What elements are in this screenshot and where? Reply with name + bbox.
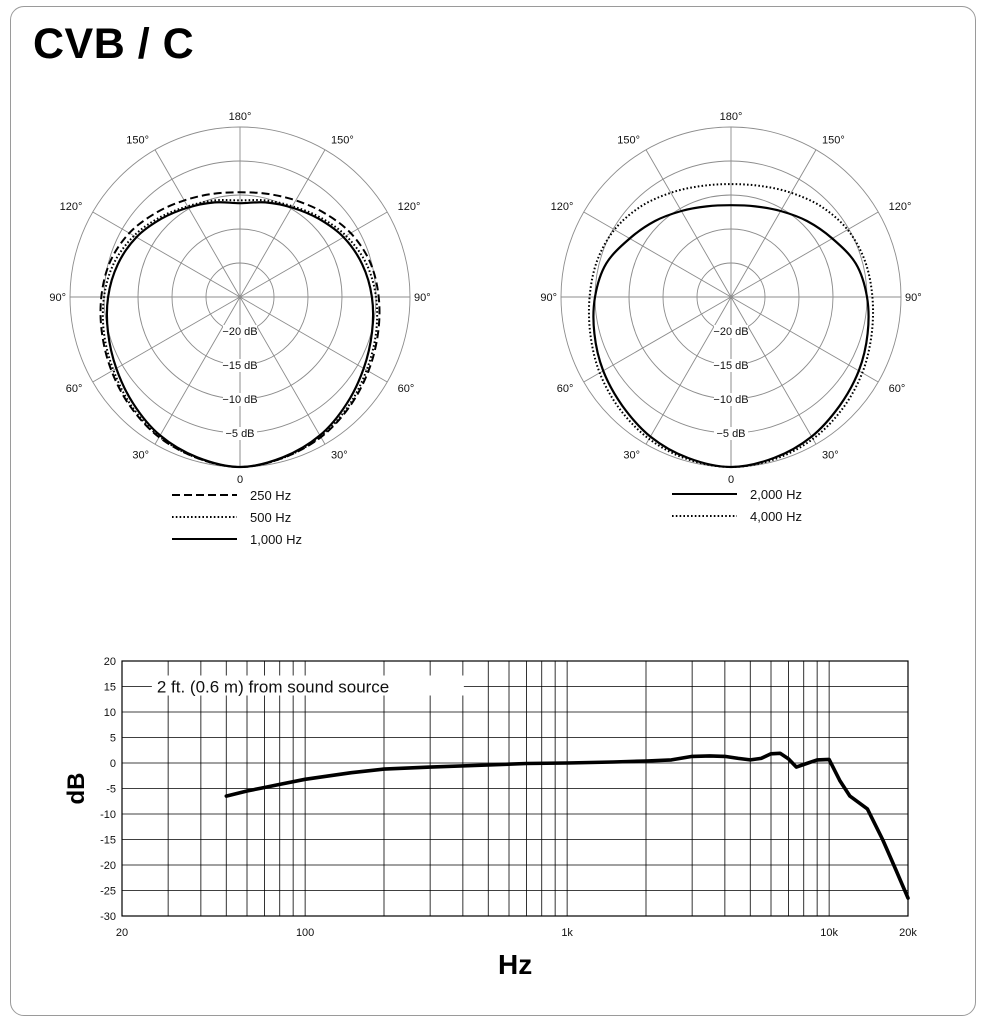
polar-spoke	[731, 150, 816, 297]
y-tick-label: -15	[100, 834, 116, 847]
polar-angle-label: 30°	[132, 449, 149, 462]
polar-angle-label: 30°	[331, 449, 348, 462]
polar-angle-label: 180°	[719, 111, 743, 123]
polar-ring-label: −20 dB	[713, 326, 749, 338]
polar-ring-label: −20 dB	[222, 326, 258, 338]
polar-angle-label: 150°	[617, 134, 640, 147]
polar-spoke	[646, 150, 731, 297]
x-tick-label: 10k	[820, 927, 839, 939]
y-tick-label: 5	[109, 732, 116, 745]
polar-spoke	[731, 297, 878, 382]
legend-label: 250 Hz	[250, 488, 292, 503]
polar-angle-label: 90°	[414, 292, 431, 304]
x-tick-label: 100	[295, 927, 315, 939]
polar-angle-label: 0	[727, 474, 735, 486]
polar-angle-label: 60°	[397, 383, 415, 395]
legend-label: 1,000 Hz	[250, 532, 303, 547]
polar-angle-label: 30°	[623, 449, 640, 462]
figure-title: CVB / C	[33, 20, 195, 68]
y-tick-label: -25	[100, 885, 116, 898]
polar-angle-label: 120°	[550, 201, 574, 213]
polar-ring-label: −5 dB	[716, 428, 746, 440]
polar-angle-label: 90°	[540, 292, 557, 304]
x-axis-label: Hz	[498, 949, 533, 980]
y-tick-label: 10	[103, 707, 116, 719]
polar-angle-label: 120°	[397, 201, 421, 213]
y-tick-label: -5	[106, 783, 116, 796]
polar-angle-label: 180°	[228, 111, 252, 123]
polar-angle-label: 60°	[556, 383, 574, 395]
polar-angle-label: 120°	[888, 201, 912, 213]
polar-spoke	[155, 150, 240, 297]
legend-label: 2,000 Hz	[750, 487, 803, 502]
polar-spoke	[93, 297, 240, 382]
frequency-response-plot	[63, 656, 917, 980]
legend-label: 4,000 Hz	[750, 509, 803, 524]
y-axis-label: dB	[63, 772, 90, 805]
polar-spoke	[584, 297, 731, 382]
y-tick-label: -20	[100, 860, 116, 872]
polar-angle-label: 150°	[126, 134, 149, 147]
y-tick-label: -10	[100, 809, 116, 821]
polar-spoke	[731, 212, 878, 297]
polar-ring-label: −10 dB	[713, 394, 749, 406]
polar-ring-label: −5 dB	[225, 428, 255, 440]
polar-spoke	[240, 297, 387, 382]
polar-angle-label: 150°	[822, 134, 845, 147]
polar-angle-label: 30°	[822, 449, 839, 462]
polar-angle-label: 120°	[59, 201, 83, 213]
polar-angle-label: 60°	[65, 383, 83, 395]
y-tick-label: 15	[103, 681, 116, 694]
polar-angle-label: 90°	[49, 292, 66, 304]
polar-ring-label: −15 dB	[713, 360, 749, 372]
y-tick-label: -30	[100, 911, 116, 923]
polar-plot-2	[540, 111, 921, 524]
y-tick-label: 20	[103, 656, 116, 668]
polar-spoke	[584, 212, 731, 297]
polar-ring-label: −10 dB	[222, 394, 258, 406]
polar-ring-label: −15 dB	[222, 360, 258, 372]
polar-angle-label: 0	[236, 474, 244, 486]
polar-angle-label: 90°	[905, 292, 922, 304]
polar-plot-1	[49, 111, 430, 547]
annotation-text: 2 ft. (0.6 m) from sound source	[156, 677, 390, 697]
polar-spoke	[240, 150, 325, 297]
polar-angle-label: 150°	[331, 134, 354, 147]
legend-label: 500 Hz	[250, 510, 292, 525]
y-tick-label: 0	[109, 758, 116, 770]
x-tick-label: 20k	[899, 927, 917, 939]
polar-angle-label: 60°	[888, 383, 906, 395]
x-tick-label: 20	[115, 927, 129, 939]
x-tick-label: 1k	[561, 927, 573, 939]
polar-spoke	[93, 212, 240, 297]
